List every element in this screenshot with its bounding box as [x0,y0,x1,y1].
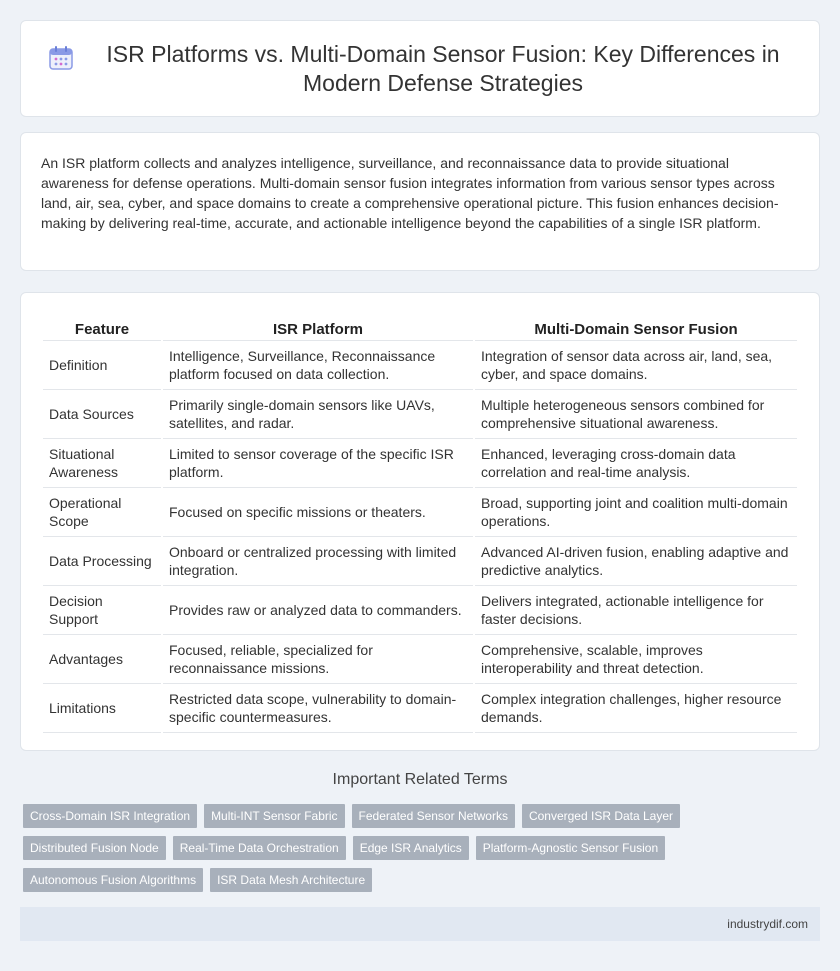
row-feature: Data Sources [43,390,161,439]
related-term-tag[interactable]: Autonomous Fusion Algorithms [23,868,203,892]
related-term-tag[interactable]: Federated Sensor Networks [352,804,515,828]
table-header-row [43,313,797,341]
related-term-tag[interactable]: Distributed Fusion Node [23,836,166,860]
footer-site-link[interactable]: industrydif.com [727,917,808,931]
row-isr: Focused, reliable, specialized for reconnaissance missions. [163,635,473,684]
row-fusion: Comprehensive, scalable, improves interoperability and threat detection. [475,635,797,684]
related-term-tag[interactable]: Edge ISR Analytics [353,836,469,860]
related-term-tag[interactable]: Multi-INT Sensor Fabric [204,804,344,828]
related-term-tag[interactable]: Platform-Agnostic Sensor Fusion [476,836,665,860]
row-isr: Focused on specific missions or theaters. [163,488,473,537]
intro-text: An ISR platform collects and analyzes intelligence, surveillance, and reconnaissance data to provide situational awareness for defense operations. Multi-domain sensor fusion integrates information from various sensor types across land, air, sea, cyber, and space domains to create a comprehensive operational picture. This fusion enhances decision-making by delivering real-time, accurate, and actionable intelligence beyond the capabilities of a single ISR platform. [41,155,779,231]
header-feature: Feature [43,313,161,341]
table-row [43,537,797,586]
table-row [43,341,797,390]
header-multi-domain-fusion: Multi-Domain Sensor Fusion [475,313,797,341]
table-row [43,439,797,488]
comparison-card [20,292,820,751]
row-isr: Primarily single-domain sensors like UAVs, satellites, and radar. [163,390,473,439]
row-isr: Provides raw or analyzed data to commanders. [163,586,473,635]
row-feature: Decision Support [43,586,161,635]
row-isr: Intelligence, Surveillance, Reconnaissance platform focused on data collection. [163,341,473,390]
related-terms-list [23,804,723,900]
row-feature: Operational Scope [43,488,161,537]
row-fusion: Integration of sensor data across air, land, sea, cyber, and space domains. [475,341,797,390]
row-isr: Onboard or centralized processing with limited integration. [163,537,473,586]
row-feature: Limitations [43,684,161,733]
row-isr: Limited to sensor coverage of the specific ISR platform. [163,439,473,488]
row-feature: Data Processing [43,537,161,586]
table-row [43,684,797,733]
related-term-tag[interactable]: Converged ISR Data Layer [522,804,680,828]
row-fusion: Broad, supporting joint and coalition multi-domain operations. [475,488,797,537]
row-feature: Definition [43,341,161,390]
related-term-tag[interactable]: Cross-Domain ISR Integration [23,804,197,828]
table-row [43,586,797,635]
row-fusion: Delivers integrated, actionable intelligence for faster decisions. [475,586,797,635]
footer [20,907,820,941]
header-isr-platform: ISR Platform [163,313,473,341]
related-term-tag[interactable]: ISR Data Mesh Architecture [210,868,372,892]
row-fusion: Advanced AI-driven fusion, enabling adaptive and predictive analytics. [475,537,797,586]
row-feature: Advantages [43,635,161,684]
page-title: ISR Platforms vs. Multi-Domain Sensor Fusion: Key Differences in Modern Defense Strategies [106,40,780,96]
title-card [20,20,820,117]
comparison-table [41,313,799,733]
table-row [43,488,797,537]
calendar-icon [47,44,75,72]
row-fusion: Complex integration challenges, higher resource demands. [475,684,797,733]
related-terms-title: Important Related Terms [332,771,508,788]
related-term-tag[interactable]: Real-Time Data Orchestration [173,836,346,860]
table-row [43,635,797,684]
table-row [43,390,797,439]
row-feature: Situational Awareness [43,439,161,488]
row-fusion: Enhanced, leveraging cross-domain data correlation and real-time analysis. [475,439,797,488]
row-fusion: Multiple heterogeneous sensors combined for comprehensive situational awareness. [475,390,797,439]
row-isr: Restricted data scope, vulnerability to domain-specific countermeasures. [163,684,473,733]
intro-card [20,132,820,271]
